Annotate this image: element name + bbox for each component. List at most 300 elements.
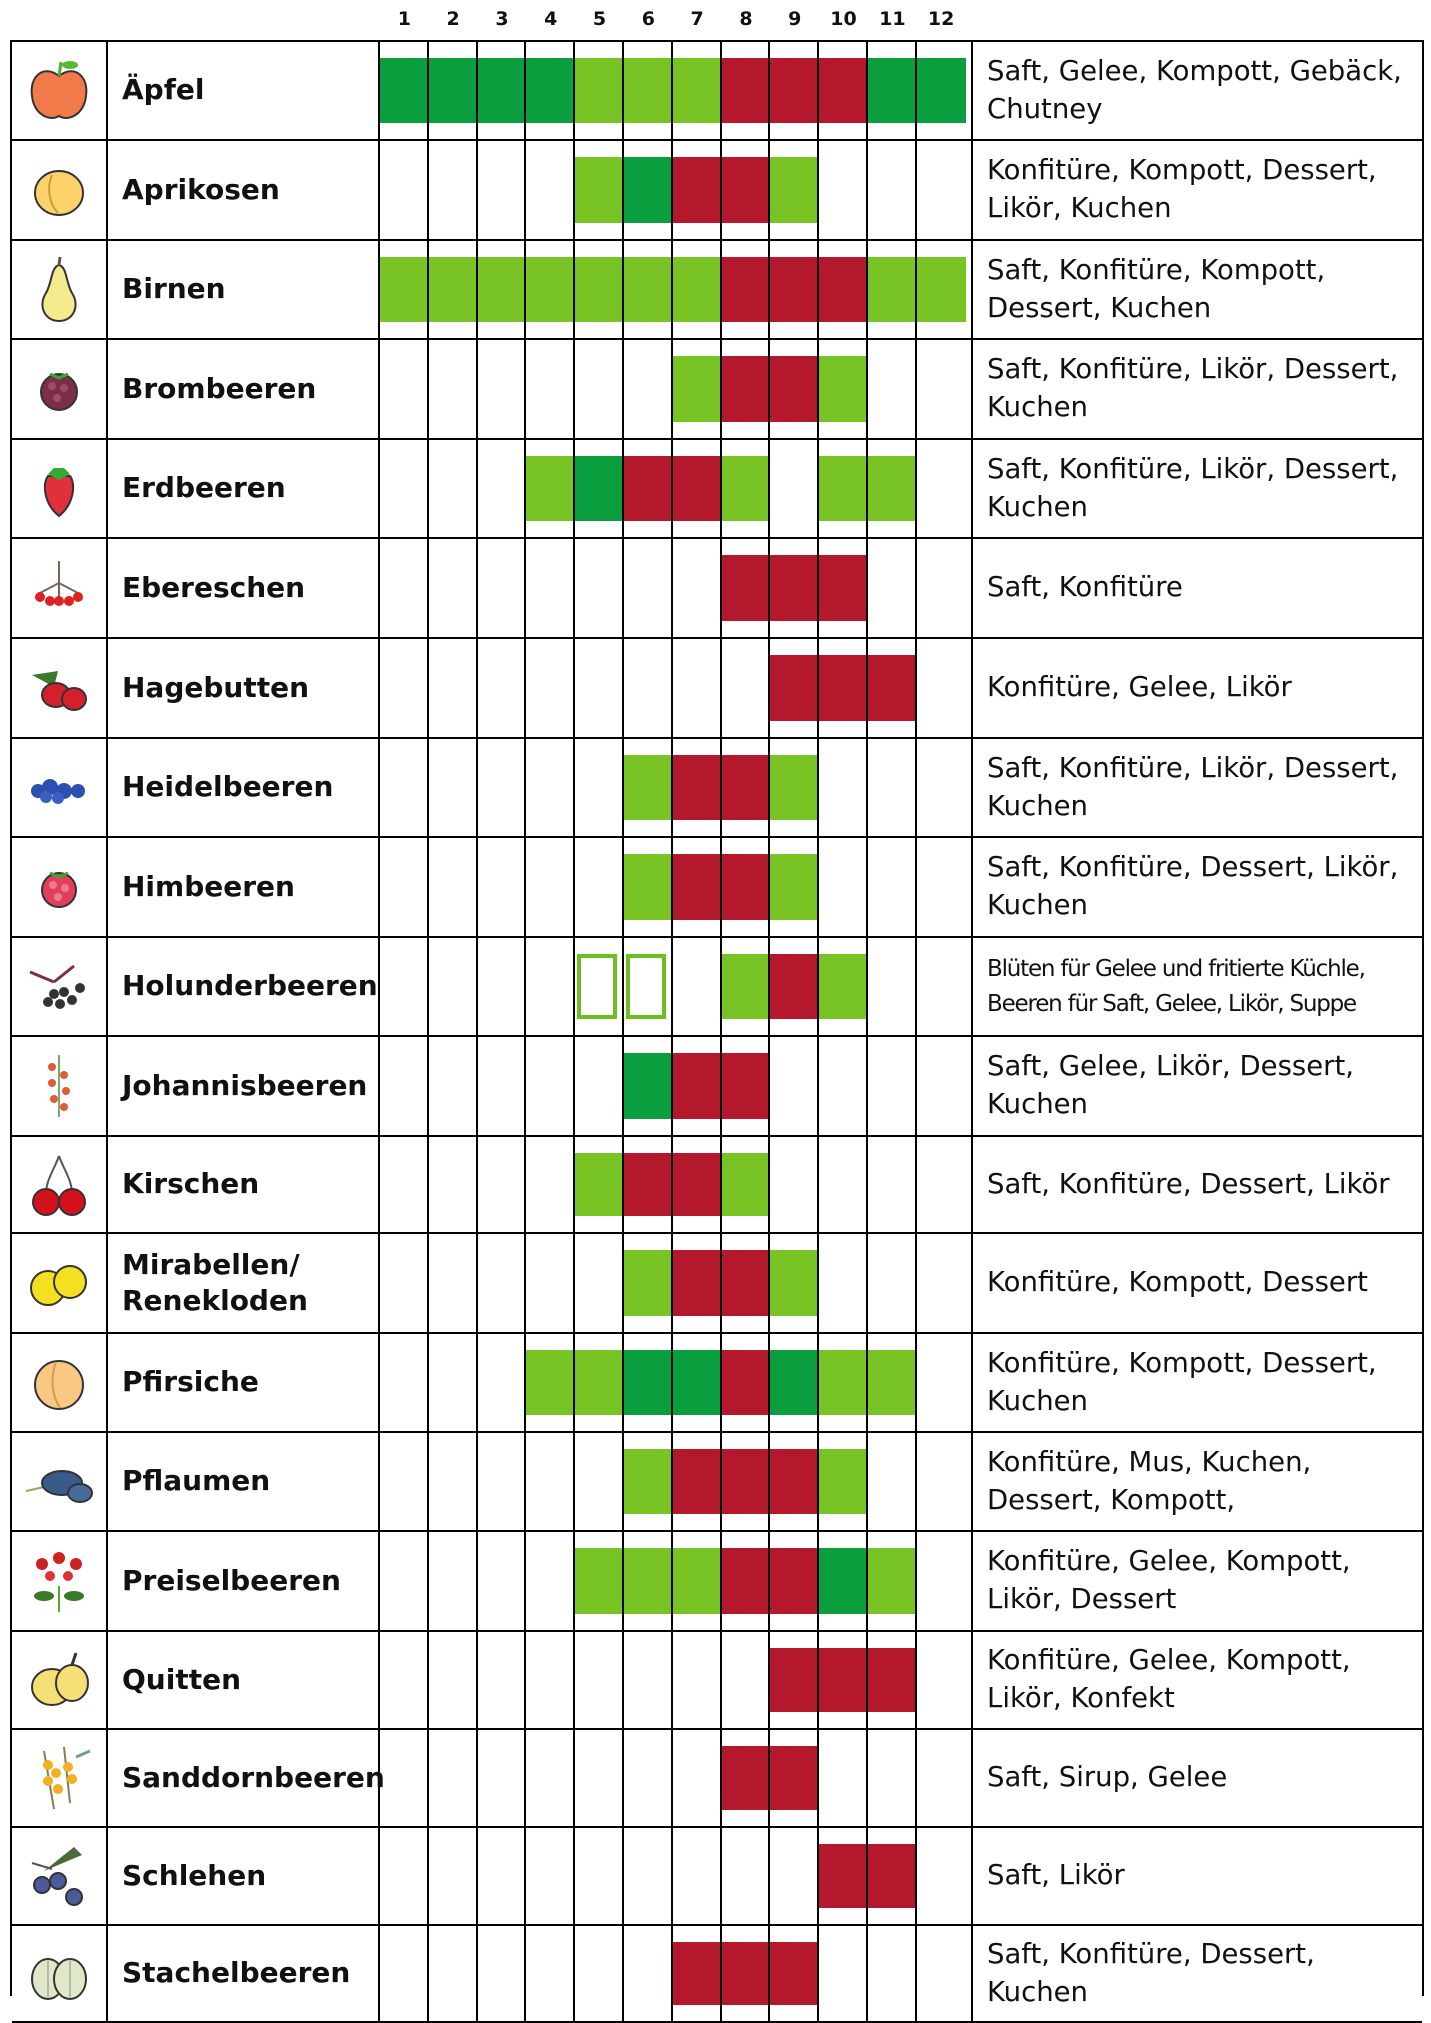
month-cell (819, 639, 868, 737)
month-cell (526, 539, 575, 637)
month-cell (624, 1334, 673, 1431)
month-cell (380, 1234, 429, 1332)
month-cell (722, 1433, 771, 1530)
month-cell (429, 340, 478, 438)
fruit-season-table (10, 40, 1424, 2008)
month-cell (478, 1632, 527, 1728)
blackberry-icon (12, 340, 108, 438)
rowan-icon (12, 539, 108, 637)
season-light-bar (575, 58, 622, 123)
month-cell (917, 539, 966, 637)
uses-text: Konfitüre, Kompott, Dessert, Kuchen (971, 1334, 1422, 1431)
month-cell (624, 639, 673, 737)
month-cell (770, 340, 819, 438)
season-light-bar (722, 1153, 769, 1216)
month-cell (819, 539, 868, 637)
season-light-bar (917, 257, 966, 322)
harvest-peak-bar (819, 58, 866, 123)
uses-text: Konfitüre, Gelee, Likör (971, 639, 1422, 737)
season-light-bar (380, 257, 427, 322)
month-label: 11 (879, 8, 906, 30)
month-cell (478, 739, 527, 836)
fruit-name: Heidelbeeren (108, 739, 380, 836)
month-cell (380, 838, 429, 936)
season-light-bar (819, 1449, 866, 1514)
month-cell (722, 1334, 771, 1431)
month-cell (868, 1926, 917, 2021)
season-dark-bar (478, 58, 525, 123)
month-cell (624, 1532, 673, 1630)
month-cell (673, 739, 722, 836)
month-cell (673, 1828, 722, 1924)
month-cell (917, 1037, 966, 1135)
season-dark-bar (429, 58, 476, 123)
month-cell (478, 141, 527, 239)
month-cell (575, 739, 624, 836)
month-cell (429, 1828, 478, 1924)
month-cell (575, 1234, 624, 1332)
month-cell (429, 1234, 478, 1332)
month-cell (526, 340, 575, 438)
harvest-peak-bar (673, 1153, 720, 1216)
season-dark-bar (575, 456, 622, 521)
month-cell (673, 1730, 722, 1826)
month-label: 12 (927, 8, 955, 30)
table-row (12, 838, 1422, 938)
month-cell (575, 1137, 624, 1232)
month-cell (722, 241, 771, 338)
table-row (12, 1234, 1422, 1334)
month-cell (819, 241, 868, 338)
month-cell (624, 1828, 673, 1924)
month-cell (673, 141, 722, 239)
month-cell (673, 838, 722, 936)
fruit-name: Birnen (108, 241, 380, 338)
month-cell (526, 1037, 575, 1135)
table-row (12, 241, 1422, 340)
month-cell (478, 938, 527, 1035)
month-cell (478, 1828, 527, 1924)
month-cell (722, 739, 771, 836)
uses-text: Saft, Gelee, Likör, Dessert, Kuchen (971, 1037, 1422, 1135)
month-cell (526, 1632, 575, 1728)
month-cell (819, 838, 868, 936)
month-cell (526, 1433, 575, 1530)
season-light-bar (575, 257, 622, 322)
month-cell (624, 1730, 673, 1826)
month-cell (917, 1632, 966, 1728)
harvest-peak-bar (770, 1548, 817, 1614)
month-cell (722, 938, 771, 1035)
fruit-name: Kirschen (108, 1137, 380, 1232)
month-cell (917, 340, 966, 438)
harvest-peak-bar (770, 1746, 817, 1810)
harvest-peak-bar (673, 1053, 720, 1119)
month-cell (770, 1334, 819, 1431)
table-row (12, 141, 1422, 241)
uses-text: Saft, Gelee, Kompott, Gebäck, Chutney (971, 42, 1422, 139)
season-light-bar (624, 755, 671, 820)
month-cell (575, 1730, 624, 1826)
uses-text: Saft, Konfitüre, Likör, Dessert, Kuchen (971, 340, 1422, 438)
month-cell (380, 440, 429, 537)
harvest-peak-bar (722, 1250, 769, 1316)
month-cell (673, 1234, 722, 1332)
harvest-peak-bar (770, 58, 817, 123)
month-cell (819, 340, 868, 438)
month-cell (770, 639, 819, 737)
harvest-peak-bar (819, 655, 866, 721)
month-cell (722, 1828, 771, 1924)
fruit-name: Pflaumen (108, 1433, 380, 1530)
fruit-name: Aprikosen (108, 141, 380, 239)
month-label: 4 (544, 8, 558, 30)
month-cell (868, 1234, 917, 1332)
table-row (12, 1730, 1422, 1828)
season-light-bar (526, 456, 573, 521)
strawberry-icon (12, 440, 108, 537)
table-row (12, 1037, 1422, 1137)
month-cell (917, 739, 966, 836)
table-row (12, 1926, 1422, 2023)
month-cell (380, 539, 429, 637)
month-cell (819, 938, 868, 1035)
month-cell (722, 440, 771, 537)
season-light-bar (624, 1449, 671, 1514)
harvest-peak-bar (673, 1250, 720, 1316)
month-cell (429, 1137, 478, 1232)
cranberry-icon (12, 1532, 108, 1630)
month-cell (380, 639, 429, 737)
harvest-peak-bar (722, 854, 769, 920)
harvest-peak-bar (770, 555, 817, 621)
harvest-peak-bar (819, 257, 866, 322)
season-light-bar (868, 1350, 915, 1415)
season-light-bar (673, 356, 720, 422)
uses-text: Blüten für Gelee und fritierte Küchle, Beeren für Saft, Gelee, Likör, Suppe (971, 938, 1422, 1035)
plum-icon (12, 1433, 108, 1530)
month-cell (429, 1926, 478, 2021)
month-cell (722, 539, 771, 637)
month-cell (526, 241, 575, 338)
harvest-peak-bar (770, 356, 817, 422)
month-cell (624, 1137, 673, 1232)
month-cell (673, 938, 722, 1035)
season-dark-bar (819, 1548, 866, 1614)
month-label: 9 (788, 8, 802, 30)
month-cell (917, 241, 966, 338)
month-cell (624, 440, 673, 537)
month-cell (624, 1037, 673, 1135)
uses-text: Saft, Konfitüre, Dessert, Likör, Kuchen (971, 838, 1422, 936)
season-light-bar (575, 1548, 622, 1614)
table-row (12, 1632, 1422, 1730)
season-dark-bar (673, 1350, 720, 1415)
month-cell (819, 1137, 868, 1232)
table-row (12, 1334, 1422, 1433)
month-cell (429, 1532, 478, 1630)
season-light-bar (722, 456, 769, 521)
season-light-bar (575, 1153, 622, 1216)
month-cell (526, 1926, 575, 2021)
month-cell (429, 1334, 478, 1431)
season-dark-bar (380, 58, 427, 123)
harvest-peak-bar (770, 954, 817, 1019)
month-cell (868, 539, 917, 637)
month-cell (770, 1532, 819, 1630)
month-cell (917, 639, 966, 737)
uses-text: Konfitüre, Gelee, Kompott, Likör, Konfekt (971, 1632, 1422, 1728)
season-light-bar (526, 1350, 573, 1415)
month-cell (722, 1532, 771, 1630)
harvest-peak-bar (770, 655, 817, 721)
month-cell (526, 739, 575, 836)
month-cell (868, 440, 917, 537)
month-cell (917, 1234, 966, 1332)
month-cell (429, 42, 478, 139)
month-cell (575, 639, 624, 737)
blueberry-icon (12, 739, 108, 836)
fruit-name: Pfirsiche (108, 1334, 380, 1431)
season-light-bar (673, 257, 720, 322)
month-cell (770, 838, 819, 936)
month-cell (624, 42, 673, 139)
fruit-name: Himbeeren (108, 838, 380, 936)
fruit-name: Holunderbeeren (108, 938, 380, 1035)
uses-text: Konfitüre, Kompott, Dessert, Likör, Kuchen (971, 141, 1422, 239)
month-cell (624, 340, 673, 438)
uses-text: Saft, Konfitüre, Likör, Dessert, Kuchen (971, 440, 1422, 537)
month-cell (722, 639, 771, 737)
season-light-bar (868, 456, 915, 521)
month-cell (722, 838, 771, 936)
month-cell (917, 1532, 966, 1630)
month-cell (673, 1632, 722, 1728)
harvest-peak-bar (819, 1648, 866, 1712)
raspberry-icon (12, 838, 108, 936)
month-cell (770, 141, 819, 239)
fruit-name: Schlehen (108, 1828, 380, 1924)
month-cell (575, 1926, 624, 2021)
season-dark-bar (624, 157, 671, 223)
month-cell (380, 1632, 429, 1728)
month-cell (624, 1433, 673, 1530)
season-light-bar (624, 1548, 671, 1614)
month-cell (868, 1828, 917, 1924)
month-cell (770, 440, 819, 537)
month-cell (526, 838, 575, 936)
month-cell (868, 141, 917, 239)
fruit-name: Stachelbeeren (108, 1926, 380, 2021)
month-label: 8 (739, 8, 753, 30)
month-cell (917, 440, 966, 537)
month-cell (770, 1037, 819, 1135)
harvest-peak-bar (722, 755, 769, 820)
month-cell (673, 241, 722, 338)
month-cell (478, 241, 527, 338)
month-cell (478, 639, 527, 737)
table-row (12, 340, 1422, 440)
month-cell (624, 938, 673, 1035)
month-cell (722, 1730, 771, 1826)
month-cell (526, 1828, 575, 1924)
season-dark-bar (526, 58, 573, 123)
month-label: 3 (495, 8, 509, 30)
month-cell (624, 141, 673, 239)
harvest-peak-bar (722, 1548, 769, 1614)
month-cell (770, 1926, 819, 2021)
month-cell (624, 739, 673, 836)
mirabelle-icon (12, 1234, 108, 1332)
month-cell (819, 739, 868, 836)
month-cell (770, 42, 819, 139)
month-cell (526, 42, 575, 139)
month-label: 2 (446, 8, 460, 30)
month-cell (575, 440, 624, 537)
month-cell (526, 1234, 575, 1332)
season-light-bar (868, 257, 915, 322)
month-cell (819, 1334, 868, 1431)
season-light-bar (770, 854, 817, 920)
month-cell (819, 1234, 868, 1332)
month-cell (380, 1926, 429, 2021)
table-row (12, 539, 1422, 639)
month-cell (478, 42, 527, 139)
month-cell (673, 440, 722, 537)
month-cell (673, 1037, 722, 1135)
seabuckthorn-icon (12, 1730, 108, 1826)
month-cell (575, 1334, 624, 1431)
table-row (12, 739, 1422, 838)
month-cell (770, 1632, 819, 1728)
fruit-name: Äpfel (108, 42, 380, 139)
month-cell (478, 1730, 527, 1826)
season-light-bar (819, 954, 866, 1019)
month-cell (575, 1632, 624, 1728)
harvest-peak-bar (624, 456, 671, 521)
harvest-peak-bar (868, 1844, 915, 1908)
month-cell (722, 141, 771, 239)
peach-icon (12, 1334, 108, 1431)
month-cell (819, 1433, 868, 1530)
month-cell (575, 938, 624, 1035)
month-cell (575, 1433, 624, 1530)
harvest-peak-bar (673, 157, 720, 223)
month-cell (673, 639, 722, 737)
month-cell (917, 1828, 966, 1924)
uses-text: Konfitüre, Mus, Kuchen, Dessert, Kompott, (971, 1433, 1422, 1530)
month-cell (429, 838, 478, 936)
month-cell (380, 1433, 429, 1530)
harvest-peak-bar (819, 1844, 866, 1908)
month-cell (819, 1532, 868, 1630)
month-label: 5 (592, 8, 607, 30)
month-cell (575, 838, 624, 936)
blossom-period-bar (626, 954, 666, 1019)
month-cell (673, 42, 722, 139)
month-cell (478, 838, 527, 936)
table-row (12, 639, 1422, 739)
month-cell (575, 1037, 624, 1135)
uses-text: Saft, Likör (971, 1828, 1422, 1924)
season-light-bar (575, 157, 622, 223)
month-cell (478, 1334, 527, 1431)
month-cell (673, 539, 722, 637)
month-header (0, 0, 1431, 40)
harvest-peak-bar (722, 1746, 769, 1810)
month-cell (429, 241, 478, 338)
uses-text: Konfitüre, Kompott, Dessert (971, 1234, 1422, 1332)
month-cell (868, 1433, 917, 1530)
month-cell (917, 938, 966, 1035)
fruit-name: Ebereschen (108, 539, 380, 637)
month-cell (770, 241, 819, 338)
month-cell (770, 1137, 819, 1232)
month-cell (722, 1037, 771, 1135)
season-dark-bar (868, 58, 915, 123)
month-cell (429, 739, 478, 836)
month-cell (478, 340, 527, 438)
month-cell (722, 1234, 771, 1332)
month-cell (868, 1037, 917, 1135)
month-cell (478, 539, 527, 637)
month-cell (380, 1532, 429, 1630)
month-cell (380, 141, 429, 239)
uses-text: Saft, Konfitüre, Dessert, Kuchen (971, 1926, 1422, 2021)
uses-text: Saft, Konfitüre, Kompott, Dessert, Kuchen (971, 241, 1422, 338)
month-cell (917, 1926, 966, 2021)
month-cell (624, 1234, 673, 1332)
month-cell (819, 440, 868, 537)
month-cell (380, 42, 429, 139)
month-cell (868, 838, 917, 936)
month-cell (673, 1137, 722, 1232)
month-cell (575, 241, 624, 338)
harvest-peak-bar (722, 356, 769, 422)
month-cell (917, 1433, 966, 1530)
uses-text: Saft, Konfitüre, Dessert, Likör (971, 1137, 1422, 1232)
season-light-bar (868, 1548, 915, 1614)
month-label: 7 (690, 8, 704, 30)
month-cell (770, 539, 819, 637)
month-cell (819, 141, 868, 239)
month-cell (575, 340, 624, 438)
month-cell (380, 1137, 429, 1232)
month-cell (673, 340, 722, 438)
month-cell (917, 1137, 966, 1232)
month-cell (868, 1532, 917, 1630)
season-light-bar (819, 1350, 866, 1415)
month-cell (770, 1730, 819, 1826)
season-light-bar (526, 257, 573, 322)
month-cell (526, 639, 575, 737)
harvest-peak-bar (770, 1648, 817, 1712)
table-row (12, 1828, 1422, 1926)
month-cell (478, 1234, 527, 1332)
harvest-peak-bar (722, 58, 769, 123)
season-light-bar (722, 954, 769, 1019)
harvest-peak-bar (673, 456, 720, 521)
month-cell (526, 938, 575, 1035)
month-cell (917, 42, 966, 139)
uses-text: Konfitüre, Gelee, Kompott, Likör, Dessert (971, 1532, 1422, 1630)
fruit-name: Quitten (108, 1632, 380, 1728)
month-cell (478, 1532, 527, 1630)
month-cell (575, 141, 624, 239)
table-row (12, 1532, 1422, 1632)
month-cell (429, 141, 478, 239)
month-cell (478, 1926, 527, 2021)
